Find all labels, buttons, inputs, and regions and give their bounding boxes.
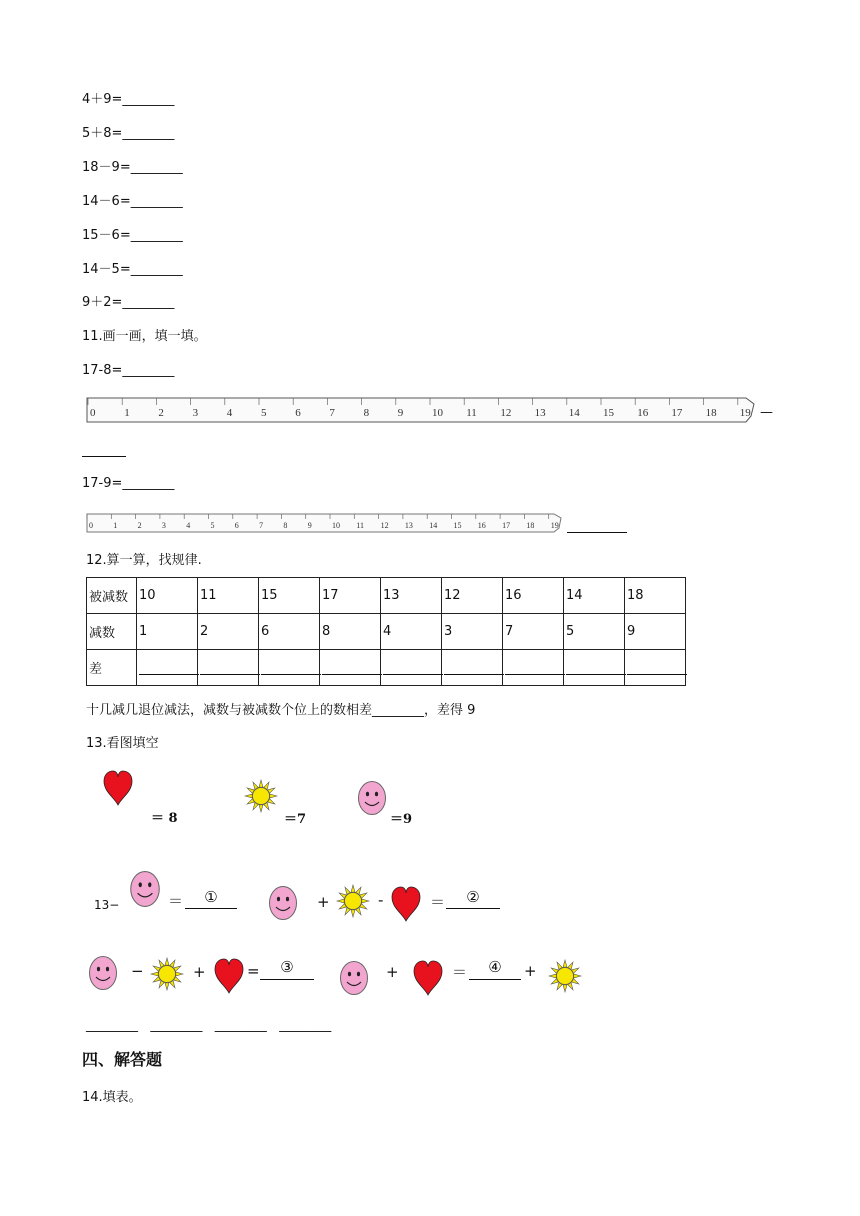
sun-icon <box>244 779 278 817</box>
heart-value: ＝ 8 <box>151 811 178 826</box>
ruler-tick-label: 4 <box>226 407 233 419</box>
table-cell: 14 <box>564 578 625 614</box>
ruler-tick-label: 9 <box>307 521 312 530</box>
circle-4-label: ④ <box>488 958 502 976</box>
q13-title: 13.看图填空 <box>86 736 159 751</box>
ruler-tick-label: 10 <box>432 407 443 419</box>
ruler-tick-label: 0 <box>89 521 93 530</box>
ruler-tick-label: 2 <box>158 407 164 419</box>
table-cell: 10 <box>137 578 198 614</box>
ruler-tick-label: 12 <box>500 407 512 419</box>
table-cell: 1 <box>137 614 198 650</box>
ruler-1-svg <box>86 392 758 424</box>
ruler-2-answer-blank <box>567 519 627 538</box>
ruler-tick-label: 18 <box>526 521 535 530</box>
ruler-tick-label: 1 <box>124 407 130 419</box>
row1-equals: ＝ <box>168 892 184 910</box>
table-cell: 13 <box>381 578 442 614</box>
q12-rule-text: 十几减几退位减法，减数与被减数个位上的数相差________，差得 9 <box>86 703 476 718</box>
table-row <box>87 578 686 614</box>
circle-blank-3 <box>260 958 314 980</box>
table-cell: 9 <box>625 614 686 650</box>
ruler-1-tail: — <box>760 405 773 420</box>
table-cell: 4 <box>381 614 442 650</box>
smiley-face-icon <box>357 780 387 820</box>
circle-blank-2 <box>446 888 500 909</box>
q11-equation-2: 17-9=________ <box>82 476 175 491</box>
table-cell: 11 <box>198 578 259 614</box>
ruler-1-answer-blank <box>82 443 126 462</box>
row-label: 被减数 <box>87 578 137 614</box>
plus-sign: + <box>317 893 330 911</box>
ruler-tick-label: 6 <box>295 407 301 419</box>
q12-title: 12.算一算，找规律. <box>86 553 202 568</box>
q14-title: 14.填表。 <box>82 1090 142 1105</box>
number-line-ruler-2 <box>86 510 564 538</box>
ruler-tick-label: 16 <box>477 521 486 530</box>
ruler-2-svg <box>86 510 564 534</box>
row2b-equals: ＝ <box>452 963 468 981</box>
sun-icon <box>150 957 184 995</box>
ruler-tick-label: 0 <box>90 407 96 419</box>
exercise-2: 5＋8=________ <box>82 126 175 141</box>
ruler-tick-label: 13 <box>534 407 546 419</box>
minus-sign: − <box>131 962 144 980</box>
ruler-tick-label: 3 <box>161 521 166 530</box>
answer-cell <box>198 650 259 686</box>
exercise-3: 18－9=________ <box>82 160 183 175</box>
table-cell: 2 <box>198 614 259 650</box>
ruler-tick-label: 15 <box>453 521 462 530</box>
smiley-face-icon <box>339 960 369 1000</box>
exercise-7: 9＋2=________ <box>82 295 175 310</box>
circle-blank-4 <box>469 958 521 980</box>
table-cell: 8 <box>320 614 381 650</box>
q11-title: 11.画一画，填一填。 <box>82 329 207 344</box>
ruler-tick-label: 1 <box>113 521 118 530</box>
ruler-tick-label: 5 <box>261 407 267 419</box>
answer-cell <box>625 650 686 686</box>
circle-3-label: ③ <box>280 958 294 976</box>
plus-sign: + <box>524 962 537 980</box>
circle-1-label: ① <box>204 888 218 906</box>
ruler-tick-label: 14 <box>568 407 580 419</box>
ruler-tick-label: 2 <box>137 521 142 530</box>
heart-icon <box>390 886 422 926</box>
answer-cell <box>137 650 198 686</box>
answer-cell <box>503 650 564 686</box>
number-line-ruler-1 <box>86 392 758 428</box>
face-value: ＝9 <box>390 812 413 827</box>
row1-prefix: 13− <box>94 898 120 912</box>
answer-cell <box>259 650 320 686</box>
ruler-tick-label: 4 <box>186 521 191 530</box>
row1b-equals: ＝ <box>430 893 446 911</box>
q11-equation-1: 17-8=________ <box>82 363 175 378</box>
exercise-1: 4＋9=________ <box>82 92 175 107</box>
row-label: 差 <box>87 650 137 686</box>
blank <box>82 443 126 457</box>
table-cell: 15 <box>259 578 320 614</box>
ruler-tick-label: 15 <box>603 407 614 419</box>
plus-sign: + <box>193 963 206 981</box>
sun-value: ＝7 <box>284 812 307 827</box>
circle-blank-1 <box>185 888 237 909</box>
smiley-face-icon <box>128 870 162 912</box>
row2-equals: = <box>247 962 260 980</box>
circle-2-label: ② <box>466 888 480 906</box>
row-label: 减数 <box>87 614 137 650</box>
ruler-tick-label: 16 <box>637 407 649 419</box>
minus-sign: - <box>378 891 384 909</box>
answer-cell <box>442 650 503 686</box>
table-cell: 12 <box>442 578 503 614</box>
table-row <box>87 614 686 650</box>
ruler-tick-label: 7 <box>259 521 264 530</box>
exercise-6: 14－5=________ <box>82 262 183 277</box>
ruler-tick-label: 19 <box>739 407 751 419</box>
smiley-face-icon <box>268 885 298 925</box>
answer-cell <box>564 650 625 686</box>
table-cell: 17 <box>320 578 381 614</box>
answer-cell <box>381 650 442 686</box>
answer-cell <box>320 650 381 686</box>
ruler-tick-label: 10 <box>332 521 340 530</box>
table-cell: 3 <box>442 614 503 650</box>
table-cell: 16 <box>503 578 564 614</box>
sun-icon <box>548 957 582 999</box>
q13-answer-blanks: ________ ________ ________ ________ <box>86 1018 332 1033</box>
smiley-face-icon <box>88 955 118 995</box>
subtraction-table <box>86 577 686 686</box>
section-title: 四、解答题 <box>82 1050 163 1069</box>
ruler-tick-label: 7 <box>329 407 335 419</box>
heart-icon <box>412 960 444 1000</box>
table-cell: 5 <box>564 614 625 650</box>
ruler-tick-label: 12 <box>380 521 389 530</box>
ruler-tick-label: 17 <box>502 521 511 530</box>
table-cell: 18 <box>625 578 686 614</box>
ruler-tick-label: 17 <box>671 407 683 419</box>
ruler-tick-label: 8 <box>283 521 288 530</box>
ruler-tick-label: 14 <box>429 521 438 530</box>
table-cell: 6 <box>259 614 320 650</box>
ruler-tick-label: 11 <box>356 521 365 530</box>
ruler-tick-label: 6 <box>234 521 239 530</box>
ruler-tick-label: 13 <box>404 521 413 530</box>
ruler-tick-label: 8 <box>363 407 370 419</box>
table-cell: 7 <box>503 614 564 650</box>
plus-sign: + <box>386 963 399 981</box>
exercise-4: 14－6=________ <box>82 194 183 209</box>
table-row <box>87 650 686 686</box>
ruler-tick-label: 3 <box>192 407 199 419</box>
ruler-tick-label: 19 <box>550 521 559 530</box>
ruler-tick-label: 11 <box>466 407 477 419</box>
heart-icon <box>213 958 245 998</box>
ruler-tick-label: 9 <box>397 407 404 419</box>
ruler-tick-label: 18 <box>705 407 717 419</box>
sun-icon <box>336 884 370 922</box>
ruler-tick-label: 5 <box>210 521 215 530</box>
heart-icon <box>103 770 133 810</box>
exercise-5: 15－6=________ <box>82 228 183 243</box>
